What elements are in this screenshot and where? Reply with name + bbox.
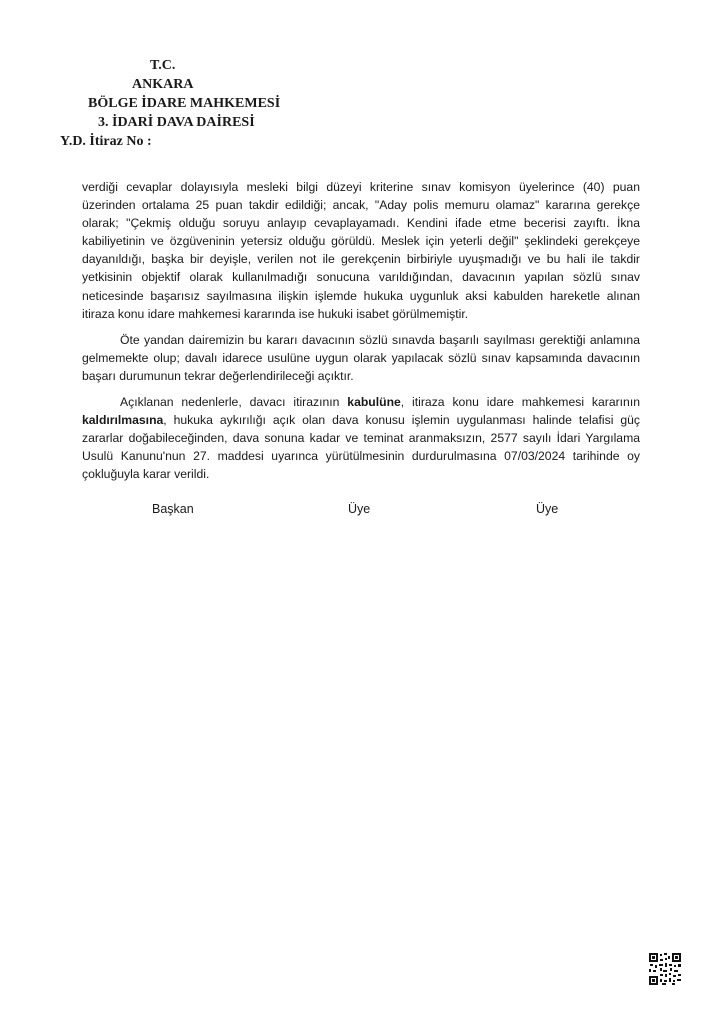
- qr-code-icon: [648, 952, 682, 986]
- p3-text-a: Açıklanan nedenlerle, davacı itirazının: [120, 395, 348, 410]
- header-chamber: 3. İDARİ DAVA DAİRESİ: [98, 115, 255, 130]
- decision-text: [82, 178, 640, 492]
- p3-text-c: , itiraza konu idare mahkemesi kararının: [400, 395, 640, 410]
- p3-acceptance: kabulüne: [347, 395, 401, 410]
- header-city: ANKARA: [132, 77, 194, 92]
- header-tc: T.C.: [150, 58, 176, 73]
- paragraph-2: Öte yandan dairemizin bu kararı davacının sözlü sınavda başarılı sayılması gerektiği anlamına gelmemekte olup; davalı idarece usulüne uygun olarak yapılacak sözlü sınav kapsamında davacının başarı durumunun tekrar değerlendirileceği açıktır.: [82, 332, 640, 383]
- p3-annulment: kaldırılmasına: [82, 413, 164, 428]
- header-case-number: Y.D. İtiraz No :: [60, 134, 152, 149]
- signature-member-2: Üye: [536, 502, 559, 516]
- court-header: [60, 56, 310, 151]
- header-court: BÖLGE İDARE MAHKEMESİ: [88, 96, 281, 111]
- signature-chair: Başkan: [152, 502, 194, 516]
- signature-member-1: Üye: [348, 502, 371, 516]
- p3-text-e: , hukuka aykırılığı açık olan dava konusu işlemin uygulanması halinde telafisi güç zararlar doğabileceğinden, dava sonuna kadar ve teminat aranmaksızın, 2577 sayılı İdari Yargılama Usulü Kanunu'nun 27. maddesi uyarınca yürütülmesinin durdurulmasına 07/03/2024 tarihinde oy çokluğuyla karar verildi.: [82, 413, 640, 482]
- paragraph-1: verdiği cevaplar dolayısıyla mesleki bilgi düzeyi kriterine sınav komisyon üyelerince (40) puan üzerinden ortalama 25 puan takdir edildiği; ancak, "Aday polis memuru olamaz" kararına gerekçe olarak; "Çekmiş olduğu soruyu anlayıp cevaplayamadı. Kendini ifade etme becerisi zayıftı. İkna kabiliyetinin ve özgüveninin yetersiz olduğu görüldü. Meslek için yeterli değil" şeklindeki gerekçeye dayanıldığı, başka bir deyişle, verilen not ile gerekçenin birbiriyle uyuşmadığı ve bu hali ile takdir yetkisinin objektif olarak kullanılmadığı sonucuna varıldığından, davacının yapılan sözlü sınav neticesinde başarısız sayılmasına ilişkin işlemde hukuka uygunluk aksi kabulden hareketle alınan itiraza konu idare mahkemesi kararında ise hukuki isabet görülmemiştir.: [82, 180, 640, 321]
- paragraph-3: [82, 393, 640, 483]
